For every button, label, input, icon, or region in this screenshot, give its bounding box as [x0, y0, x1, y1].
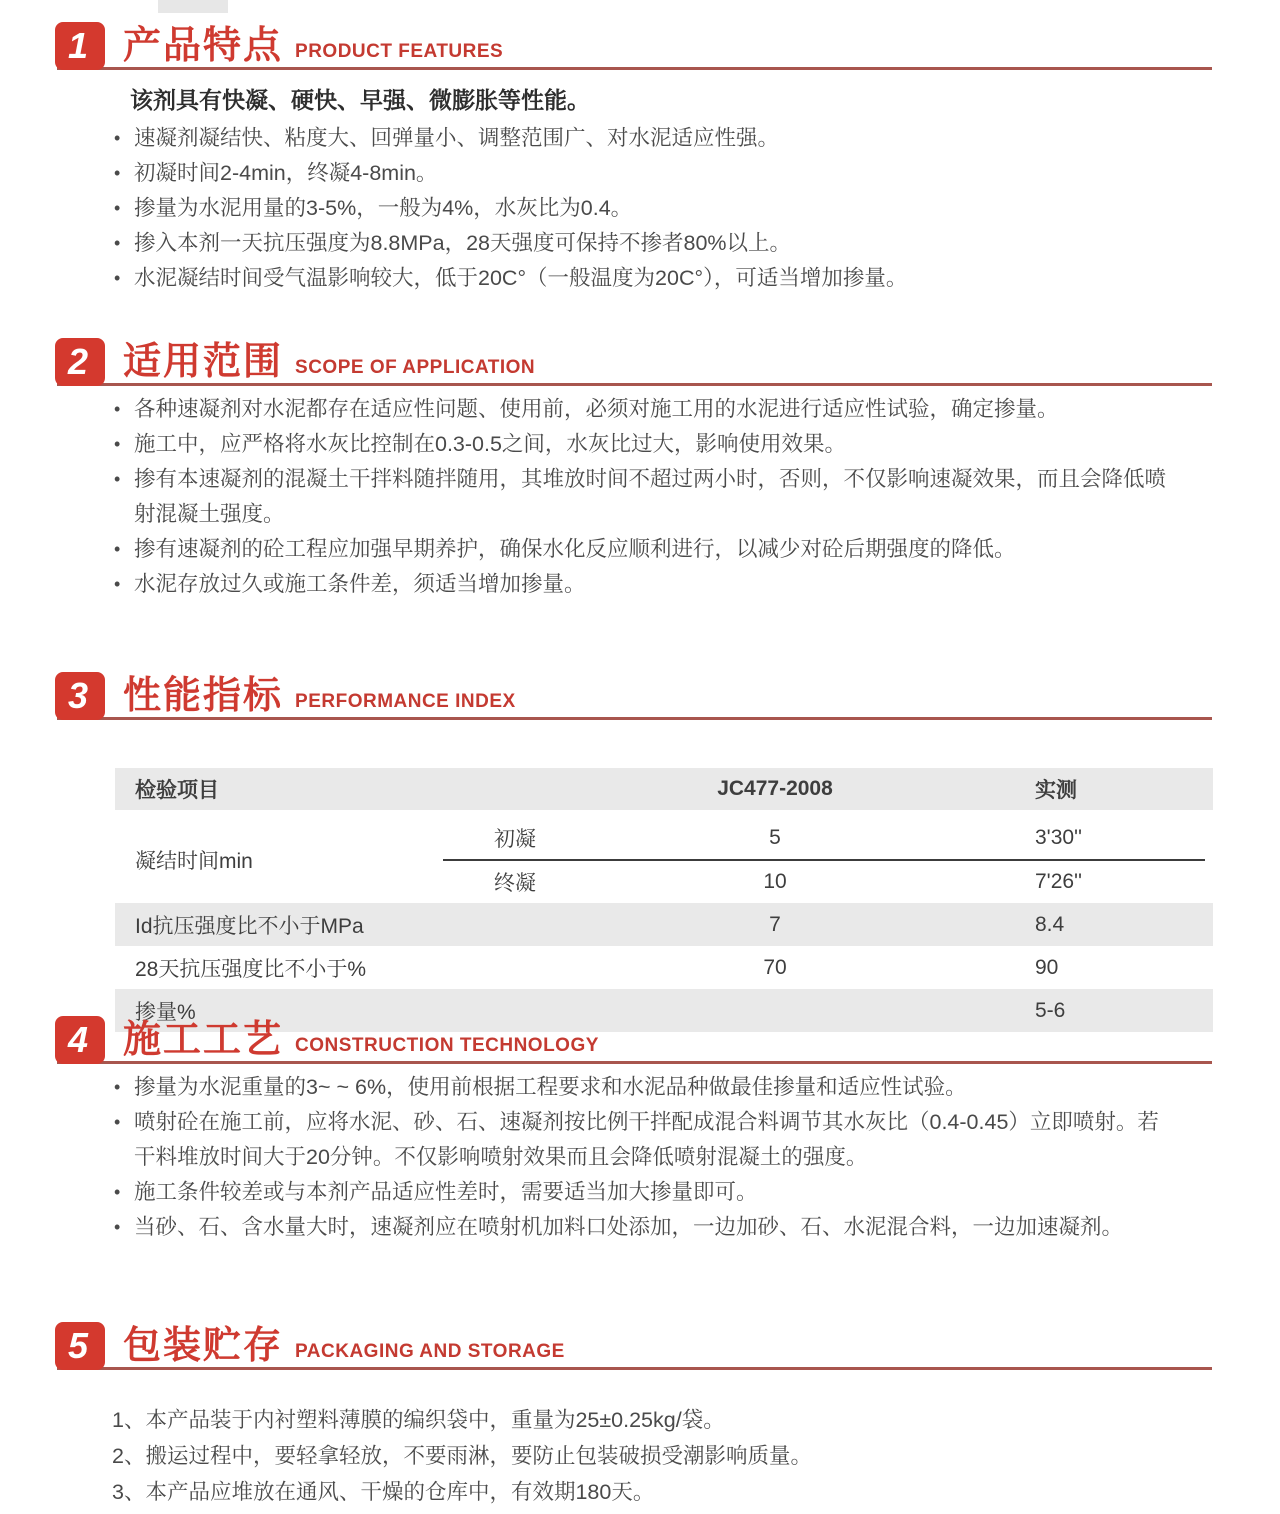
row-label: 掺量% [135, 1000, 196, 1024]
list-item [112, 392, 1168, 427]
list-item [112, 156, 1168, 191]
intro-text: 该剂具有快凝、硬快、早强、微膨胀等性能。 [130, 87, 590, 113]
scan-artifact [158, 0, 228, 13]
bullet-text: 掺量为水泥用量的3-5%，一般为4%，水灰比为0.4。 [134, 196, 633, 220]
section-header [55, 336, 1212, 386]
list-item [112, 191, 1168, 226]
bullet-text: 水泥存放过久或施工条件差，须适当增加掺量。 [134, 572, 586, 596]
bullet-list [112, 121, 1168, 296]
setting-time-subrows [415, 817, 1213, 903]
section-header [55, 1320, 1212, 1370]
bullet-text: 施工条件较差或与本剂产品适应性差时，需要适当加大掺量即可。 [134, 1180, 758, 1204]
bullet-icon: • [114, 268, 121, 288]
bullet-text: 水泥凝结时间受气温影响较大，低于20C°（一般温度为20C°），可适当增加掺量。 [134, 266, 908, 290]
section-construction-technology [0, 1014, 1280, 1245]
bullet-text: 初凝时间2-4min，终凝4-8min。 [134, 161, 438, 185]
setting-time-row-group [115, 817, 1213, 903]
column-header-item: 检验项目 [135, 779, 219, 802]
bullet-icon: • [114, 233, 121, 253]
column-header-standard: JC477-2008 [717, 777, 833, 800]
section-title-en: CONSTRUCTION TECHNOLOGY [295, 1035, 599, 1056]
section-number: 1 [67, 25, 89, 66]
measured-value: 90 [1035, 955, 1059, 979]
list-item [112, 427, 1168, 462]
section-header [55, 670, 1212, 720]
list-item [112, 1210, 1168, 1245]
section-title-en: PERFORMANCE INDEX [295, 691, 516, 712]
measured-value: 3'30'' [1035, 826, 1083, 849]
list-item [112, 462, 1168, 532]
performance-table [115, 768, 1213, 1032]
section-header [55, 20, 1212, 70]
bullet-text: 各种速凝剂对水泥都存在适应性问题、使用前，必须对施工用的水泥进行适应性试验，确定掺量。 [134, 397, 1059, 421]
section-title-zh: 适用范围 [123, 341, 284, 383]
bullet-text: 速凝剂凝结快、粘度大、回弹量小、调整范围广、对水泥适应性强。 [134, 126, 780, 150]
bullet-text: 掺入本剂一天抗压强度为8.8MPa，28天强度可保持不掺者80%以上。 [134, 231, 792, 255]
list-item: 2、搬运过程中，要轻拿轻放，不要雨淋，要防止包装破损受潮影响质量。 [112, 1444, 812, 1468]
section-product-features [0, 20, 1280, 296]
list-item: 3、本产品应堆放在通风、干燥的仓库中，有效期180天。 [112, 1480, 655, 1504]
section-title-zh: 性能指标 [123, 675, 284, 717]
list-item [112, 532, 1168, 567]
bullet-text: 掺有速凝剂的砼工程应加强早期养护，确保水化反应顺利进行，以减少对砼后期强度的降低。 [134, 537, 1016, 561]
section-number-badge [55, 22, 105, 70]
section-number: 3 [67, 675, 89, 716]
table-row [415, 861, 1213, 903]
numbered-list [112, 1402, 1168, 1510]
bullet-icon: • [114, 399, 121, 419]
standard-value: 7 [769, 912, 781, 936]
bullet-text: 当砂、石、含水量大时，速凝剂应在喷射机加料口处添加，一边加砂、石、水泥混合料，一边加速凝剂。 [134, 1215, 1124, 1239]
table-row [115, 903, 1213, 946]
row-label: 28天抗压强度比不小于% [135, 957, 367, 981]
table-row [115, 946, 1213, 989]
bullet-icon: • [114, 1112, 121, 1132]
list-item [112, 1105, 1168, 1175]
section-title-en: SCOPE OF APPLICATION [295, 357, 536, 378]
bullet-list [112, 1070, 1168, 1245]
section-performance-index [0, 670, 1280, 1032]
section-title-zh: 包装贮存 [123, 1325, 284, 1367]
section-content [112, 85, 1168, 296]
measured-value: 5-6 [1035, 998, 1066, 1022]
section-number: 5 [67, 1325, 89, 1366]
list-item [112, 121, 1168, 156]
bullet-text: 喷射砼在施工前，应将水泥、砂、石、速凝剂按比例干拌配成混合料调节其水灰比（0.4-0.45）立即喷射。若干料堆放时间大于20分钟。不仅影响喷射效果而且会降低喷射混凝土的强度。 [134, 1110, 1159, 1169]
bullet-icon: • [114, 539, 121, 559]
list-item [112, 226, 1168, 261]
bullet-text: 施工中，应严格将水灰比控制在0.3-0.5之间，水灰比过大，影响使用效果。 [134, 432, 846, 456]
bullet-icon: • [114, 574, 121, 594]
subrow-name: 终凝 [494, 872, 536, 895]
section-content [112, 1402, 1168, 1510]
subrow-name: 初凝 [494, 828, 536, 851]
bullet-icon: • [114, 163, 121, 183]
bullet-text: 掺有本速凝剂的混凝土干拌料随拌随用，其堆放时间不超过两小时，否则，不仅影响速凝效果，而且会降低喷射混凝土强度。 [134, 467, 1167, 526]
measured-value: 8.4 [1035, 912, 1065, 936]
measured-value: 7'26'' [1035, 870, 1083, 893]
row-label: 凝结时间min [135, 850, 253, 873]
section-number-badge [55, 1016, 105, 1064]
section-content [112, 1070, 1168, 1245]
standard-value: 70 [763, 955, 787, 979]
section-number: 4 [67, 1019, 89, 1060]
bullet-icon: • [114, 1217, 121, 1237]
list-item [112, 1175, 1168, 1210]
bullet-icon: • [114, 469, 121, 489]
list-item [112, 567, 1168, 602]
section-title-en: PACKAGING AND STORAGE [295, 1341, 565, 1362]
list-item [112, 1070, 1168, 1105]
row-label: Id抗压强度比不小于MPa [135, 914, 364, 938]
section-content [112, 392, 1168, 602]
standard-value: 5 [769, 826, 781, 849]
section-number: 2 [67, 341, 89, 382]
section-title-zh: 施工工艺 [123, 1019, 284, 1061]
bullet-icon: • [114, 198, 121, 218]
section-number-badge [55, 338, 105, 386]
section-scope-of-application [0, 336, 1280, 602]
column-header-measured: 实测 [1035, 779, 1077, 802]
table-row [415, 817, 1213, 859]
section-header [55, 1014, 1212, 1064]
bullet-icon: • [114, 434, 121, 454]
section-title-en: PRODUCT FEATURES [295, 41, 504, 62]
bullet-icon: • [114, 1077, 121, 1097]
list-item [112, 261, 1168, 296]
section-number-badge [55, 672, 105, 720]
bullet-text: 掺量为水泥重量的3~ ~ 6%，使用前根据工程要求和水泥品种做最佳掺量和适应性试验。 [134, 1075, 967, 1099]
bullet-icon: • [114, 1182, 121, 1202]
section-number-badge [55, 1322, 105, 1370]
list-item: 1、本产品装于内衬塑料薄膜的编织袋中，重量为25±0.25kg/袋。 [112, 1408, 725, 1432]
bullet-list [112, 392, 1168, 602]
section-title-zh: 产品特点 [123, 25, 284, 67]
bullet-icon: • [114, 128, 121, 148]
standard-value: 10 [763, 870, 787, 893]
section-packaging-and-storage [0, 1320, 1280, 1510]
table-header-row [115, 768, 1213, 810]
